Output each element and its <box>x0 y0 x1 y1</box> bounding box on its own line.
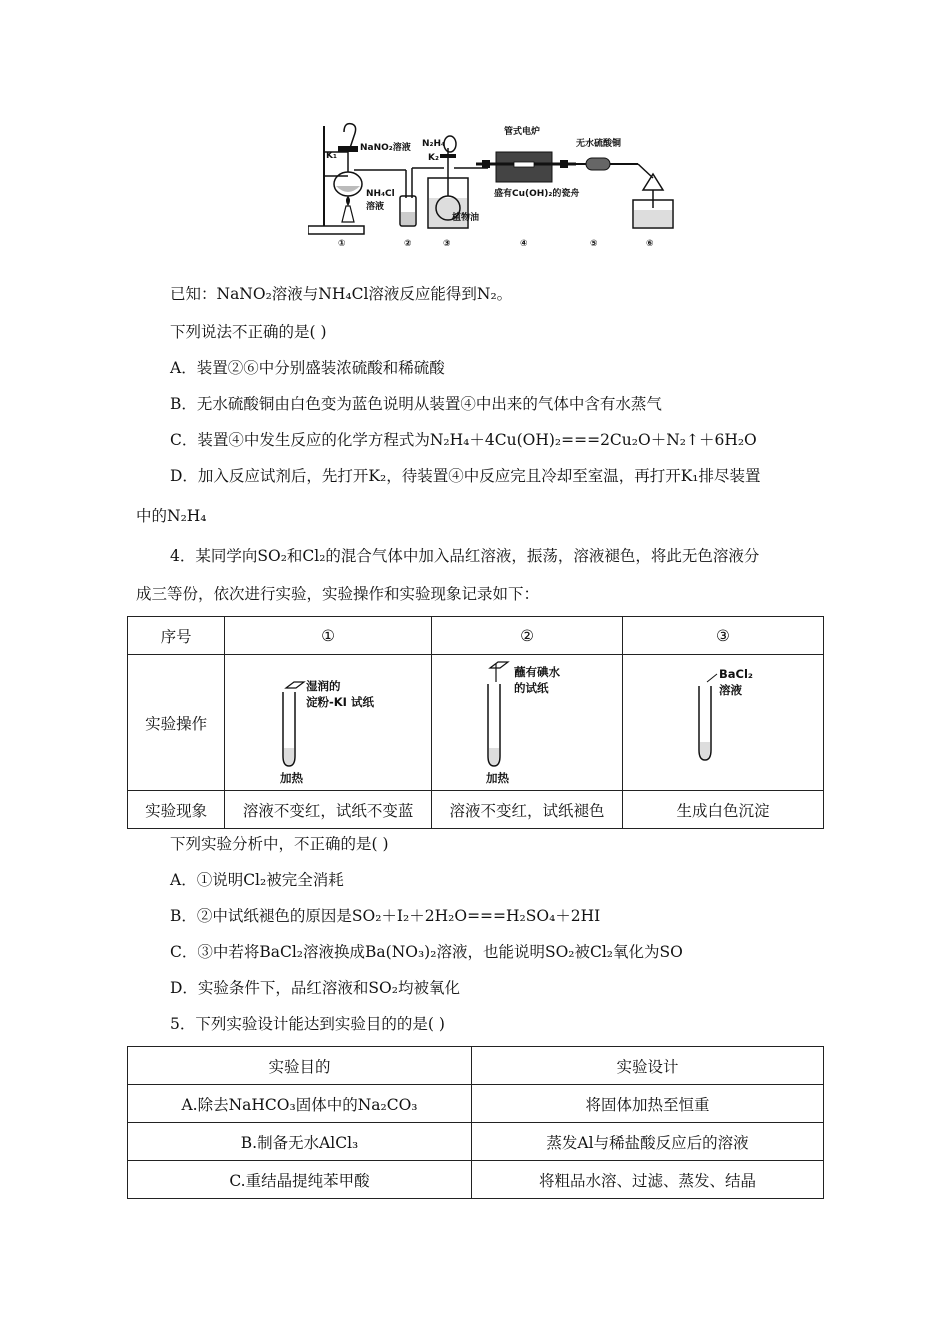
label-nh4cl-1: NH₄Cl <box>366 189 395 199</box>
table-row <box>128 1123 824 1161</box>
q4-option-c: C．③中若将BaCl₂溶液换成Ba(NO₃)₂溶液，也能说明SO₂被Cl₂氧化为SO <box>170 943 683 961</box>
observation-cell: 溶液不变红，试纸不变蓝 <box>225 791 432 829</box>
header-cell: ② <box>432 617 623 655</box>
q3-option-d-line1: D．加入反应试剂后，先打开K₂，待装置④中反应完且冷却至室温，再打开K₁排尽装置 <box>170 467 761 485</box>
num-6: ⑥ <box>646 239 654 249</box>
num-5: ⑤ <box>590 239 598 249</box>
stand-base <box>308 226 364 234</box>
test-tube-diagram-3 <box>623 656 823 786</box>
q4-option-b: B．②中试纸褪色的原因是SO₂＋I₂＋2H₂O===H₂SO₄＋2HI <box>170 907 601 925</box>
op-label-3b: 溶液 <box>719 682 742 697</box>
header-cell: 实验设计 <box>472 1047 824 1085</box>
num-2: ② <box>404 239 412 249</box>
row-label: 实验现象 <box>128 791 225 829</box>
op-label-2b: 的试纸 <box>514 680 549 695</box>
operation-cell-2 <box>432 655 623 791</box>
q3-option-b: B．无水硫酸铜由白色变为蓝色说明从装置④中出来的气体中含有水蒸气 <box>170 395 662 413</box>
header-cell: ① <box>225 617 432 655</box>
header-cell: 实验目的 <box>128 1047 472 1085</box>
label-nano2: NaNO₂溶液 <box>360 143 411 153</box>
alcohol-lamp <box>342 206 354 222</box>
table-row <box>128 791 824 829</box>
dropping-funnel <box>344 124 356 148</box>
q3-option-a: A．装置②⑥中分别盛装浓硫酸和稀硫酸 <box>170 359 445 377</box>
apparatus-diagram <box>308 118 680 250</box>
design-cell: 将粗品水溶、过滤、蒸发、结晶 <box>472 1161 824 1199</box>
funnel-6 <box>643 174 663 190</box>
table-row <box>128 1161 824 1199</box>
operation-cell-3 <box>623 655 824 791</box>
stopcock-k1 <box>338 146 358 152</box>
purpose-cell: B.制备无水AlCl₃ <box>128 1123 472 1161</box>
op-heat-2: 加热 <box>486 770 510 785</box>
op-label-1a: 湿润的 <box>306 678 341 693</box>
q3-known: 已知：NaNO₂溶液与NH₄Cl溶液反应能得到N₂。 <box>170 285 513 303</box>
test-paper <box>490 662 508 668</box>
porcelain-boat <box>514 162 534 167</box>
q3-stem: 下列说法不正确的是( ) <box>170 323 327 341</box>
q4-question: 下列实验分析中，不正确的是( ) <box>170 835 389 853</box>
header-cell: ③ <box>623 617 824 655</box>
label-k1: K₁ <box>326 151 337 161</box>
q4-option-a: A．①说明Cl₂被完全消耗 <box>170 871 344 889</box>
q4-stem-line1: 4．某同学向SO₂和Cl₂的混合气体中加入品红溶液，振荡，溶液褪色，将此无色溶液分 <box>170 547 760 565</box>
label-cuso4: 无水硫酸铜 <box>576 139 622 149</box>
label-boat: 盛有Cu(OH)₂的瓷舟 <box>494 189 580 199</box>
num-3: ③ <box>443 239 451 249</box>
q4-option-d: D．实验条件下，品红溶液和SO₂均被氧化 <box>170 979 460 997</box>
design-cell: 蒸发Al与稀盐酸反应后的溶液 <box>472 1123 824 1161</box>
q4-stem-line2: 成三等份，依次进行实验，实验操作和实验现象记录如下： <box>136 585 540 603</box>
num-4: ④ <box>520 239 528 249</box>
table-row <box>128 617 824 655</box>
label-k2: K₂ <box>428 153 439 163</box>
label-furnace: 管式电炉 <box>504 127 541 137</box>
operation-cell-1 <box>225 655 432 791</box>
label-oil: 植物油 <box>452 213 480 223</box>
test-paper <box>286 682 304 688</box>
label-nh4cl-2: 溶液 <box>366 202 385 212</box>
purpose-cell: C.重结晶提纯苯甲酸 <box>128 1161 472 1199</box>
stopcock-k2 <box>440 154 456 158</box>
row-label: 实验操作 <box>128 655 225 791</box>
table-row <box>128 655 824 791</box>
drying-tube-5 <box>586 158 610 170</box>
observation-cell: 溶液不变红，试纸褪色 <box>432 791 623 829</box>
table-row <box>128 1085 824 1123</box>
label-n2h4: N₂H₄ <box>422 139 445 149</box>
q5-stem: 5．下列实验设计能达到实验目的的是( ) <box>170 1015 445 1033</box>
table-row <box>128 1047 824 1085</box>
op-label-1b: 淀粉-KI 试纸 <box>306 694 375 709</box>
test-tube-diagram-1 <box>228 656 428 786</box>
q5-design-table <box>127 1046 824 1199</box>
purpose-cell: A.除去NaHCO₃固体中的Na₂CO₃ <box>128 1085 472 1123</box>
op-label-3a: BaCl₂ <box>719 666 753 681</box>
num-1: ① <box>338 239 346 249</box>
observation-cell: 生成白色沉淀 <box>623 791 824 829</box>
op-heat-1: 加热 <box>280 770 304 785</box>
q3-option-c: C．装置④中发生反应的化学方程式为N₂H₄＋4Cu(OH)₂===2Cu₂O＋N₂↑＋6H₂O <box>170 431 757 449</box>
q4-experiment-table <box>127 616 824 829</box>
design-cell: 将固体加热至恒重 <box>472 1085 824 1123</box>
test-tube-diagram-2 <box>434 656 620 786</box>
op-label-2a: 蘸有碘水 <box>514 664 561 679</box>
header-cell: 序号 <box>128 617 225 655</box>
q3-option-d-line2: 中的N₂H₄ <box>136 507 207 525</box>
